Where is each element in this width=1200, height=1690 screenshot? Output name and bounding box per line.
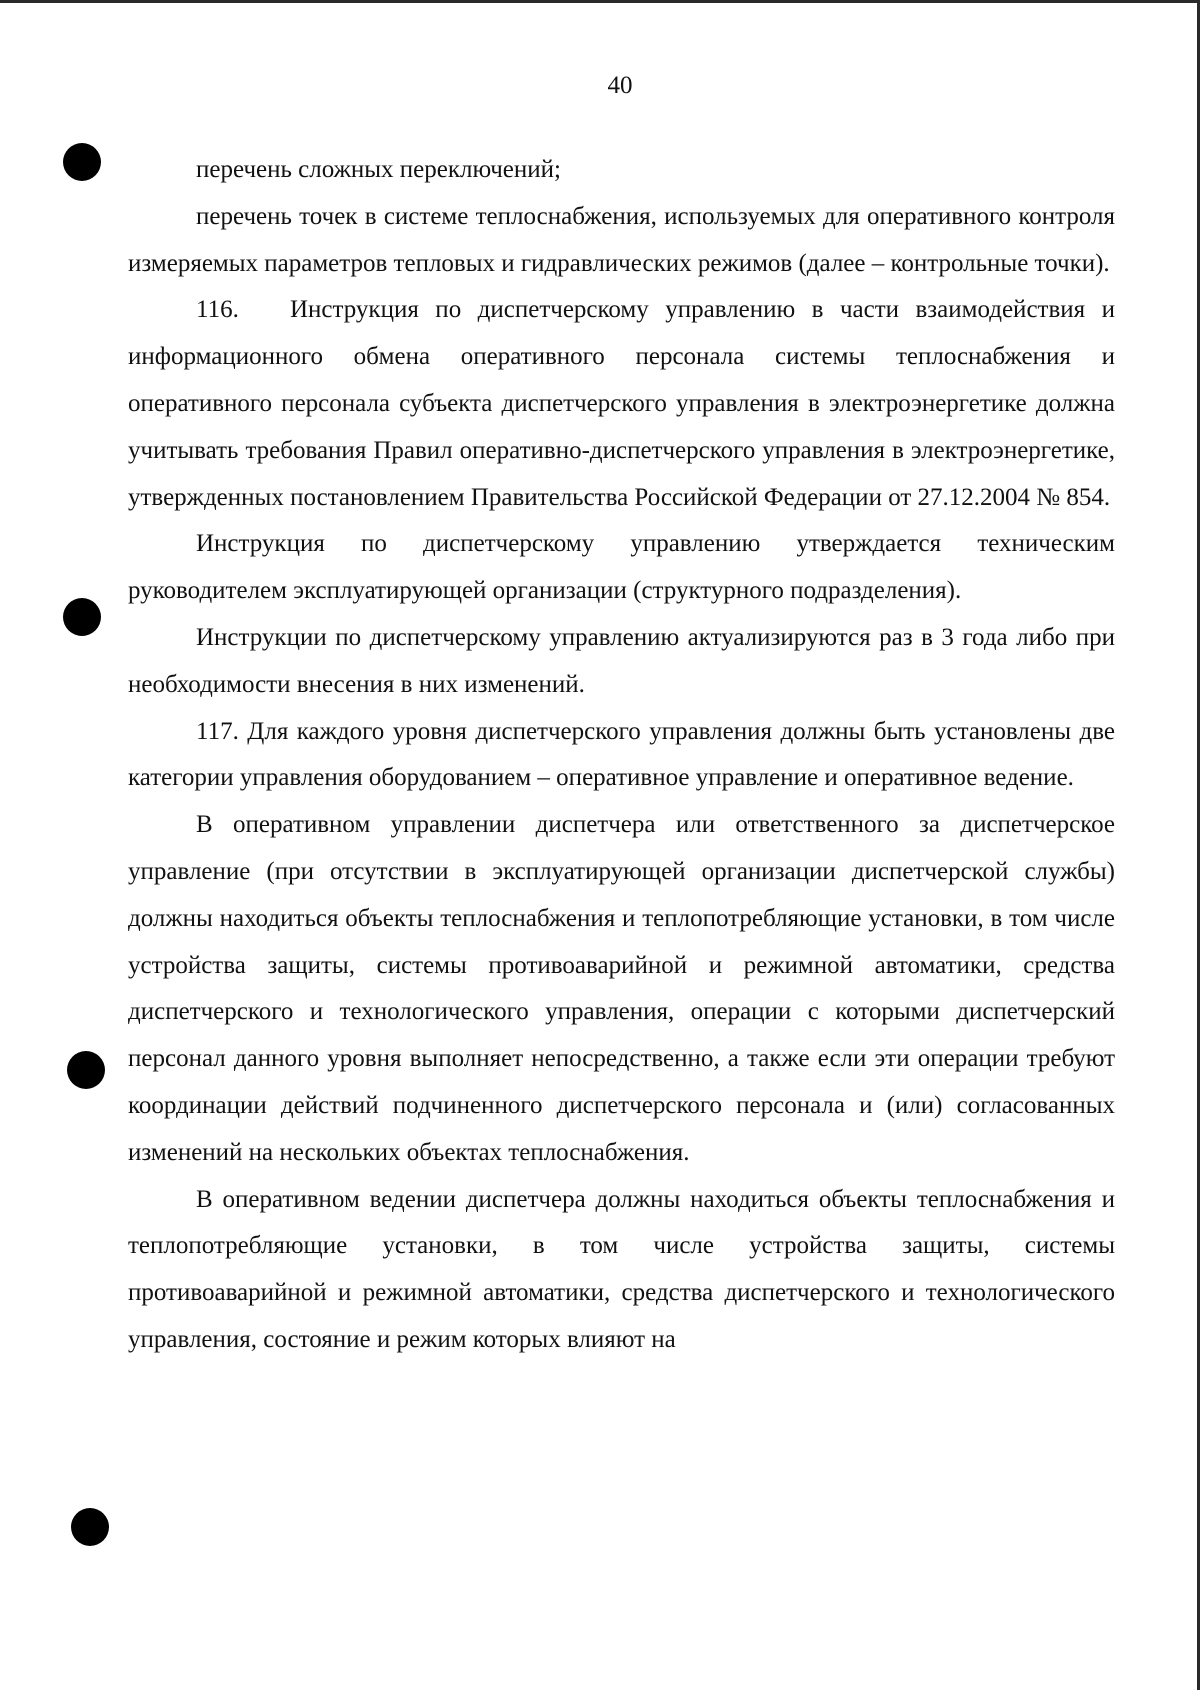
paragraph: 117. Для каждого уровня диспетчерского управления должны быть установлены две категории управления оборудованием – оперативное управление и оперативное ведение. bbox=[128, 717, 1115, 792]
punch-hole-mark bbox=[67, 1051, 105, 1089]
punch-hole-mark bbox=[71, 1508, 109, 1546]
paragraph: перечень сложных переключений; bbox=[196, 156, 561, 183]
document-body bbox=[128, 147, 1115, 1364]
paragraph: Инструкция по диспетчерскому управлению утверждается техническим руководителем эксплуатирующей организации (структурного подразделения). bbox=[128, 530, 1115, 605]
scan-top-edge bbox=[0, 0, 1200, 3]
paragraph: Инструкции по диспетчерскому управлению актуализируются раз в 3 года либо при необходимости внесения в них изменений. bbox=[128, 623, 1115, 698]
paragraph: перечень точек в системе теплоснабжения, используемых для оперативного контроля измеряемых параметров тепловых и гидравлических режимов (далее – контрольные точки). bbox=[128, 202, 1115, 277]
punch-hole-mark bbox=[63, 598, 101, 636]
paragraph bbox=[128, 287, 1115, 521]
paragraph-text: Инструкция по диспетчерскому управлению в части взаимодействия и информационного обмена оперативного персонала системы теплоснабжения и оперативного персонала субъекта диспетчерского управления в электроэнергетике должна учитывать требования Правил оперативно-диспетчерского управления в электроэнергетике, утвержденных постановлением Правительства Российской Федерации от 27.12.2004 № 854. bbox=[128, 296, 1115, 511]
paragraph: В оперативном ведении диспетчера должны находиться объекты теплоснабжения и теплопотребляющие установки, в том числе устройства защиты, системы противоаварийной и режимной автоматики, средства диспетчерского и технологического управления, состояние и режим которых влияют на bbox=[128, 1185, 1115, 1353]
punch-hole-mark bbox=[63, 143, 101, 181]
page-number: 40 bbox=[607, 72, 633, 99]
paragraph: В оперативном управлении диспетчера или ответственного за диспетчерское управление (при отсутствии в эксплуатирующей организации диспетчерской службы) должны находиться объекты теплоснабжения и теплопотребляющие установки, в том числе устройства защиты, системы противоаварийной и режимной автоматики, средства диспетчерского и технологического управления, операции с которыми диспетчерский персонал данного уровня выполняет непосредственно, а также если эти операции требуют координации действий подчиненного диспетчерского персонала и (или) согласованных изменений на нескольких объектах теплоснабжения. bbox=[128, 811, 1115, 1166]
clause-number: 116. bbox=[196, 296, 239, 324]
